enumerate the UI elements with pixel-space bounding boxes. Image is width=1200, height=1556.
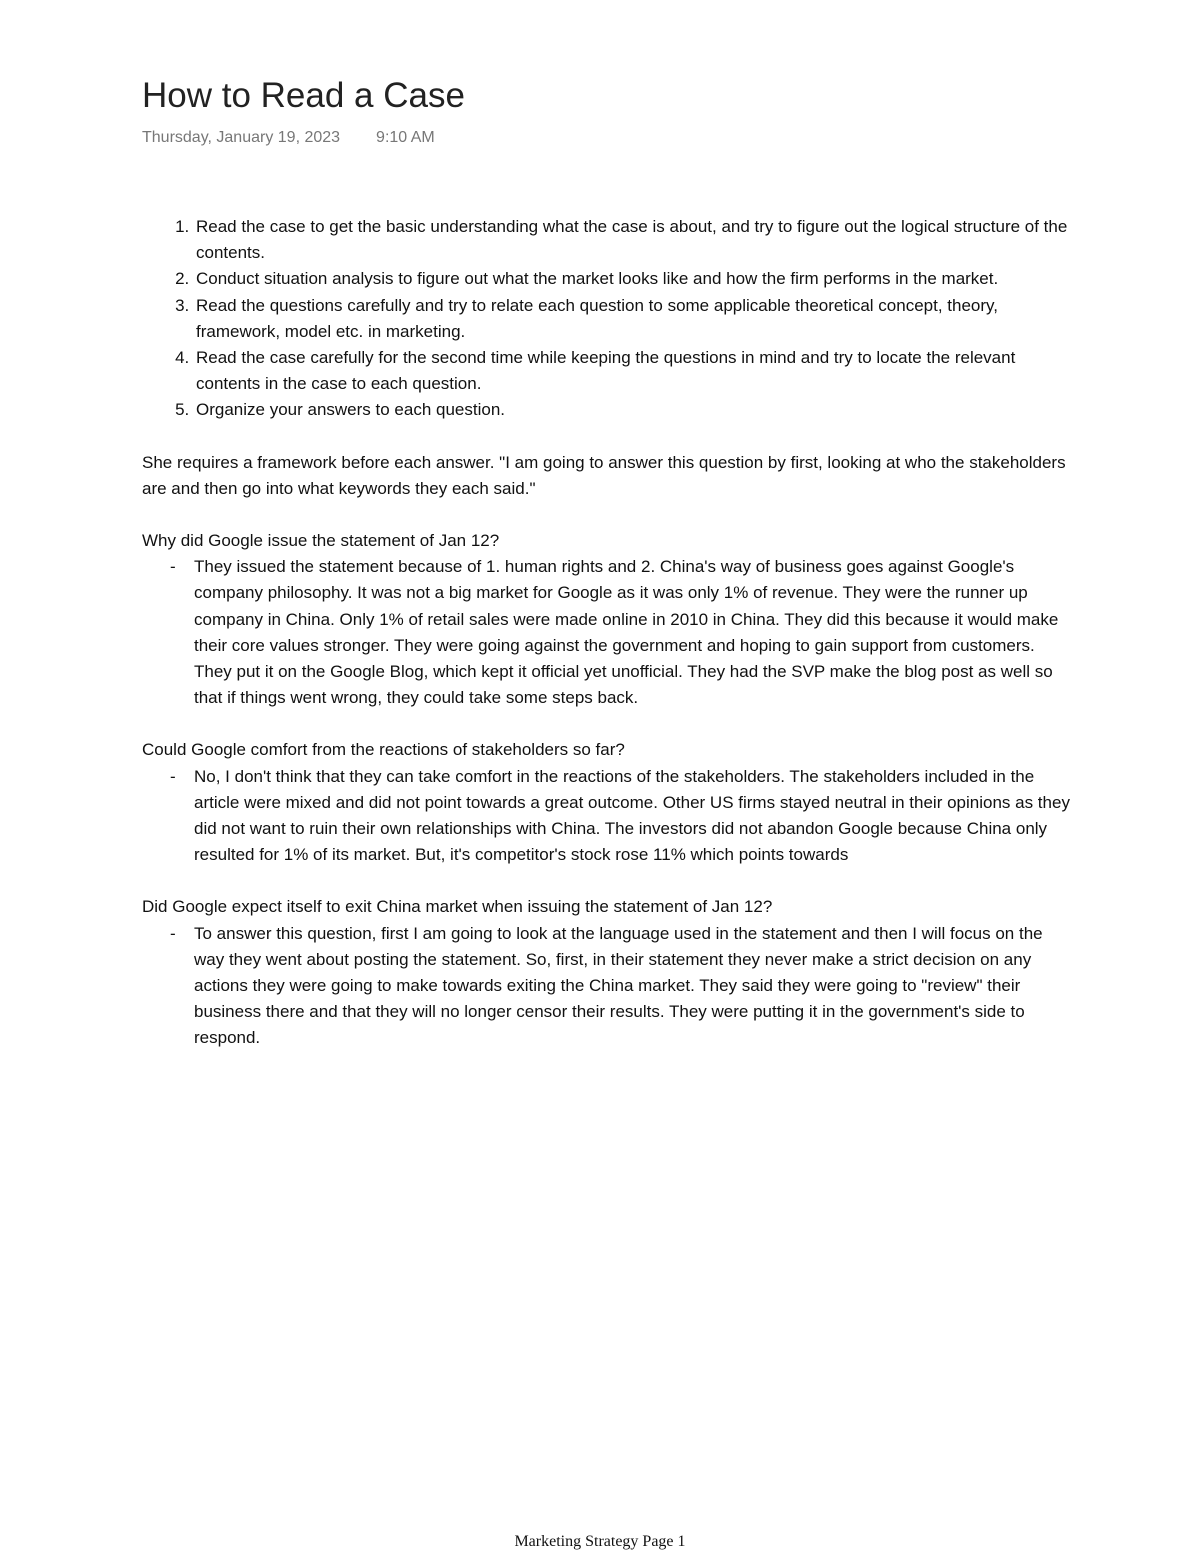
- answer-item: - They issued the statement because of 1. human rights and 2. China's way of business goes against Google's company philosophy. It was not a big market for Google as it was only 1% of revenue. They were the runner up company in China. Only 1% of retail sales were made online in 2010 in China. They did this because it would make their core values stronger. They were going against the government and hoping to gain support from customers. They put it on the Google Blog, which kept it official yet unofficial. They had the SVP make the blog post as well so that if things went wrong, they could take some steps back.: [194, 554, 1072, 711]
- answer-item: - To answer this question, first I am going to look at the language used in the statement and then I will focus on the way they went about posting the statement. So, first, in their statement they never make a strict decision on any actions they were going to make towards exiting the China market. They said they were going to "review" their business there and that they will no longer censor their results. They were putting it in the government's side to respond.: [194, 921, 1072, 1052]
- list-item: 3. Read the questions carefully and try to relate each question to some applicable theoretical concept, theory, framework, model etc. in marketing.: [194, 293, 1072, 345]
- page-footer: Marketing Strategy Page 1: [514, 1533, 686, 1550]
- page-title: How to Read a Case: [142, 76, 465, 115]
- answer-list: [142, 921, 1072, 1052]
- list-item: 2. Conduct situation analysis to figure out what the market looks like and how the firm performs in the market.: [194, 266, 1072, 292]
- answer-item: - No, I don't think that they can take comfort in the reactions of the stakeholders. The stakeholders included in the article were mixed and did not point towards a great outcome. Other US firms stayed neutral in their opinions as they did not want to ruin their own relationships with China. The investors did not abandon Google because China only resulted for 1% of its market. But, it's competitor's stock rose 11% which points towards: [194, 764, 1072, 869]
- page-date: Thursday, January 19, 2023: [142, 129, 341, 146]
- answer-list: [142, 554, 1072, 711]
- question-heading: Could Google comfort from the reactions of stakeholders so far?: [142, 740, 625, 760]
- page-content: [142, 214, 1072, 1052]
- page-timestamp: [142, 128, 435, 148]
- framework-note: She requires a framework before each answer. "I am going to answer this question by first, looking at who the stakeholders are and then go into what keywords they each said.": [142, 452, 1066, 498]
- list-item: 1. Read the case to get the basic understanding what the case is about, and try to figure out the logical structure of the contents.: [194, 214, 1072, 266]
- list-item: 4. Read the case carefully for the second time while keeping the questions in mind and try to locate the relevant contents in the case to each question.: [194, 345, 1072, 397]
- answer-list: [142, 764, 1072, 869]
- list-item: 5. Organize your answers to each question.: [194, 397, 1072, 423]
- steps-list: [142, 214, 1072, 424]
- question-heading: Why did Google issue the statement of Jan 12?: [142, 531, 500, 551]
- page-time: 9:10 AM: [376, 129, 435, 146]
- question-heading: Did Google expect itself to exit China market when issuing the statement of Jan 12?: [142, 897, 773, 917]
